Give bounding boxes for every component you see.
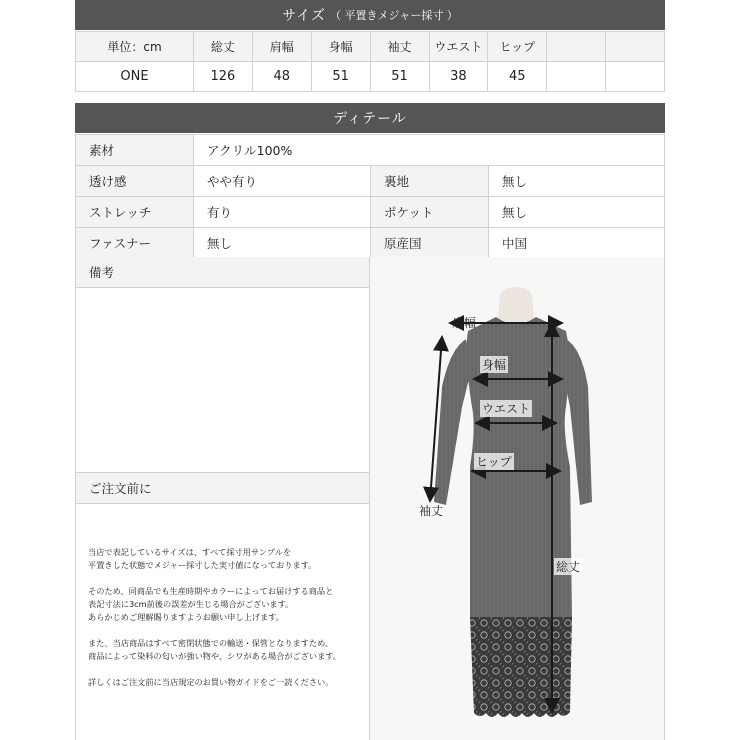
- notice-line: 平置きした状態でメジャー採寸した実寸値になっております。: [88, 560, 317, 570]
- notice-line: 表記寸法に3cm前後の誤差が生じる場合がございます。: [88, 599, 294, 609]
- size-cell: 38: [429, 62, 488, 92]
- detail-table: [75, 134, 665, 259]
- size-cell: 48: [252, 62, 311, 92]
- dress-diagram: [370, 257, 665, 740]
- size-header-cell: 身幅: [311, 32, 370, 62]
- sleeve-label: 袖丈: [419, 504, 444, 518]
- size-table-header-row: [76, 32, 665, 62]
- length-label: 総丈: [556, 560, 581, 574]
- detail-row-fastener: [75, 228, 665, 259]
- size-cell: 51: [311, 62, 370, 92]
- hip-label: ヒップ: [476, 455, 512, 469]
- pocket-value: 無し: [488, 197, 665, 227]
- size-header-cell: [606, 32, 665, 62]
- size-cell: 45: [488, 62, 547, 92]
- detail-section-header: [75, 103, 665, 133]
- notice-line: そのため、同商品でも生産時期やカラーによってお届けする商品と: [88, 586, 334, 596]
- size-header-cell: ウエスト: [429, 32, 488, 62]
- size-header-cell: 単位：cm: [76, 32, 194, 62]
- size-title: サイズ: [282, 8, 327, 24]
- fastener-label: ファスナー: [75, 228, 193, 258]
- bust-label: 身幅: [482, 358, 507, 372]
- detail-row-stretch: [75, 197, 665, 228]
- notice-text: [76, 504, 369, 689]
- notice-line: また、当店商品はすべて密閉状態での輸送・保管となりますため、: [88, 638, 334, 648]
- sheer-label: 透け感: [75, 166, 193, 196]
- notice-line: 当店で表記しているサイズは、すべて採寸用サンプルを: [88, 547, 292, 557]
- mannequin-neck: [498, 287, 534, 324]
- size-cell: [547, 62, 606, 92]
- size-header-cell: 袖丈: [370, 32, 429, 62]
- notice-line: 商品によって染料の匂いが強い物や、シワがある場合がございます。: [88, 651, 341, 661]
- stretch-value: 有り: [193, 197, 370, 227]
- remarks-label: 備考: [76, 257, 369, 288]
- origin-value: 中国: [488, 228, 665, 258]
- size-cell: [606, 62, 665, 92]
- size-table: [75, 31, 665, 92]
- sheer-value: やや有り: [193, 166, 370, 196]
- fastener-value: 無し: [193, 228, 370, 258]
- origin-label: 原産国: [370, 228, 488, 258]
- dress-illustration: [370, 257, 665, 740]
- detail-title: ディテール: [333, 111, 407, 127]
- lower-section: [75, 257, 665, 740]
- material-label: 素材: [75, 135, 193, 165]
- pocket-label: ポケット: [370, 197, 488, 227]
- remarks-body: [76, 288, 369, 473]
- notice-line: あらかじめご理解賜りますようお願い申し上げます。: [88, 612, 284, 622]
- size-header-cell: 総丈: [194, 32, 253, 62]
- material-value: アクリル100%: [193, 135, 665, 165]
- lining-value: 無し: [488, 166, 665, 196]
- notice-line: 詳しくはご注文前に当店規定のお買い物ガイドをご一読ください。: [88, 677, 334, 687]
- lace-hem: [470, 617, 572, 717]
- notice-label: ご注文前に: [76, 473, 369, 504]
- size-header-cell: 肩幅: [252, 32, 311, 62]
- size-subtitle: （ 平置きメジャー採寸 ）: [330, 9, 458, 22]
- lining-label: 裏地: [370, 166, 488, 196]
- waist-label: ウエスト: [482, 402, 531, 416]
- size-section-header: [75, 0, 665, 30]
- detail-row-material: [75, 135, 665, 166]
- size-header-cell: ヒップ: [488, 32, 547, 62]
- stretch-label: ストレッチ: [75, 197, 193, 227]
- size-cell: 51: [370, 62, 429, 92]
- size-header-cell: [547, 32, 606, 62]
- size-table-row: [76, 62, 665, 92]
- shoulder-label: 肩幅: [452, 316, 477, 330]
- size-cell: ONE: [76, 62, 194, 92]
- remarks-column: [75, 257, 370, 740]
- detail-row-sheer: [75, 166, 665, 197]
- size-cell: 126: [194, 62, 253, 92]
